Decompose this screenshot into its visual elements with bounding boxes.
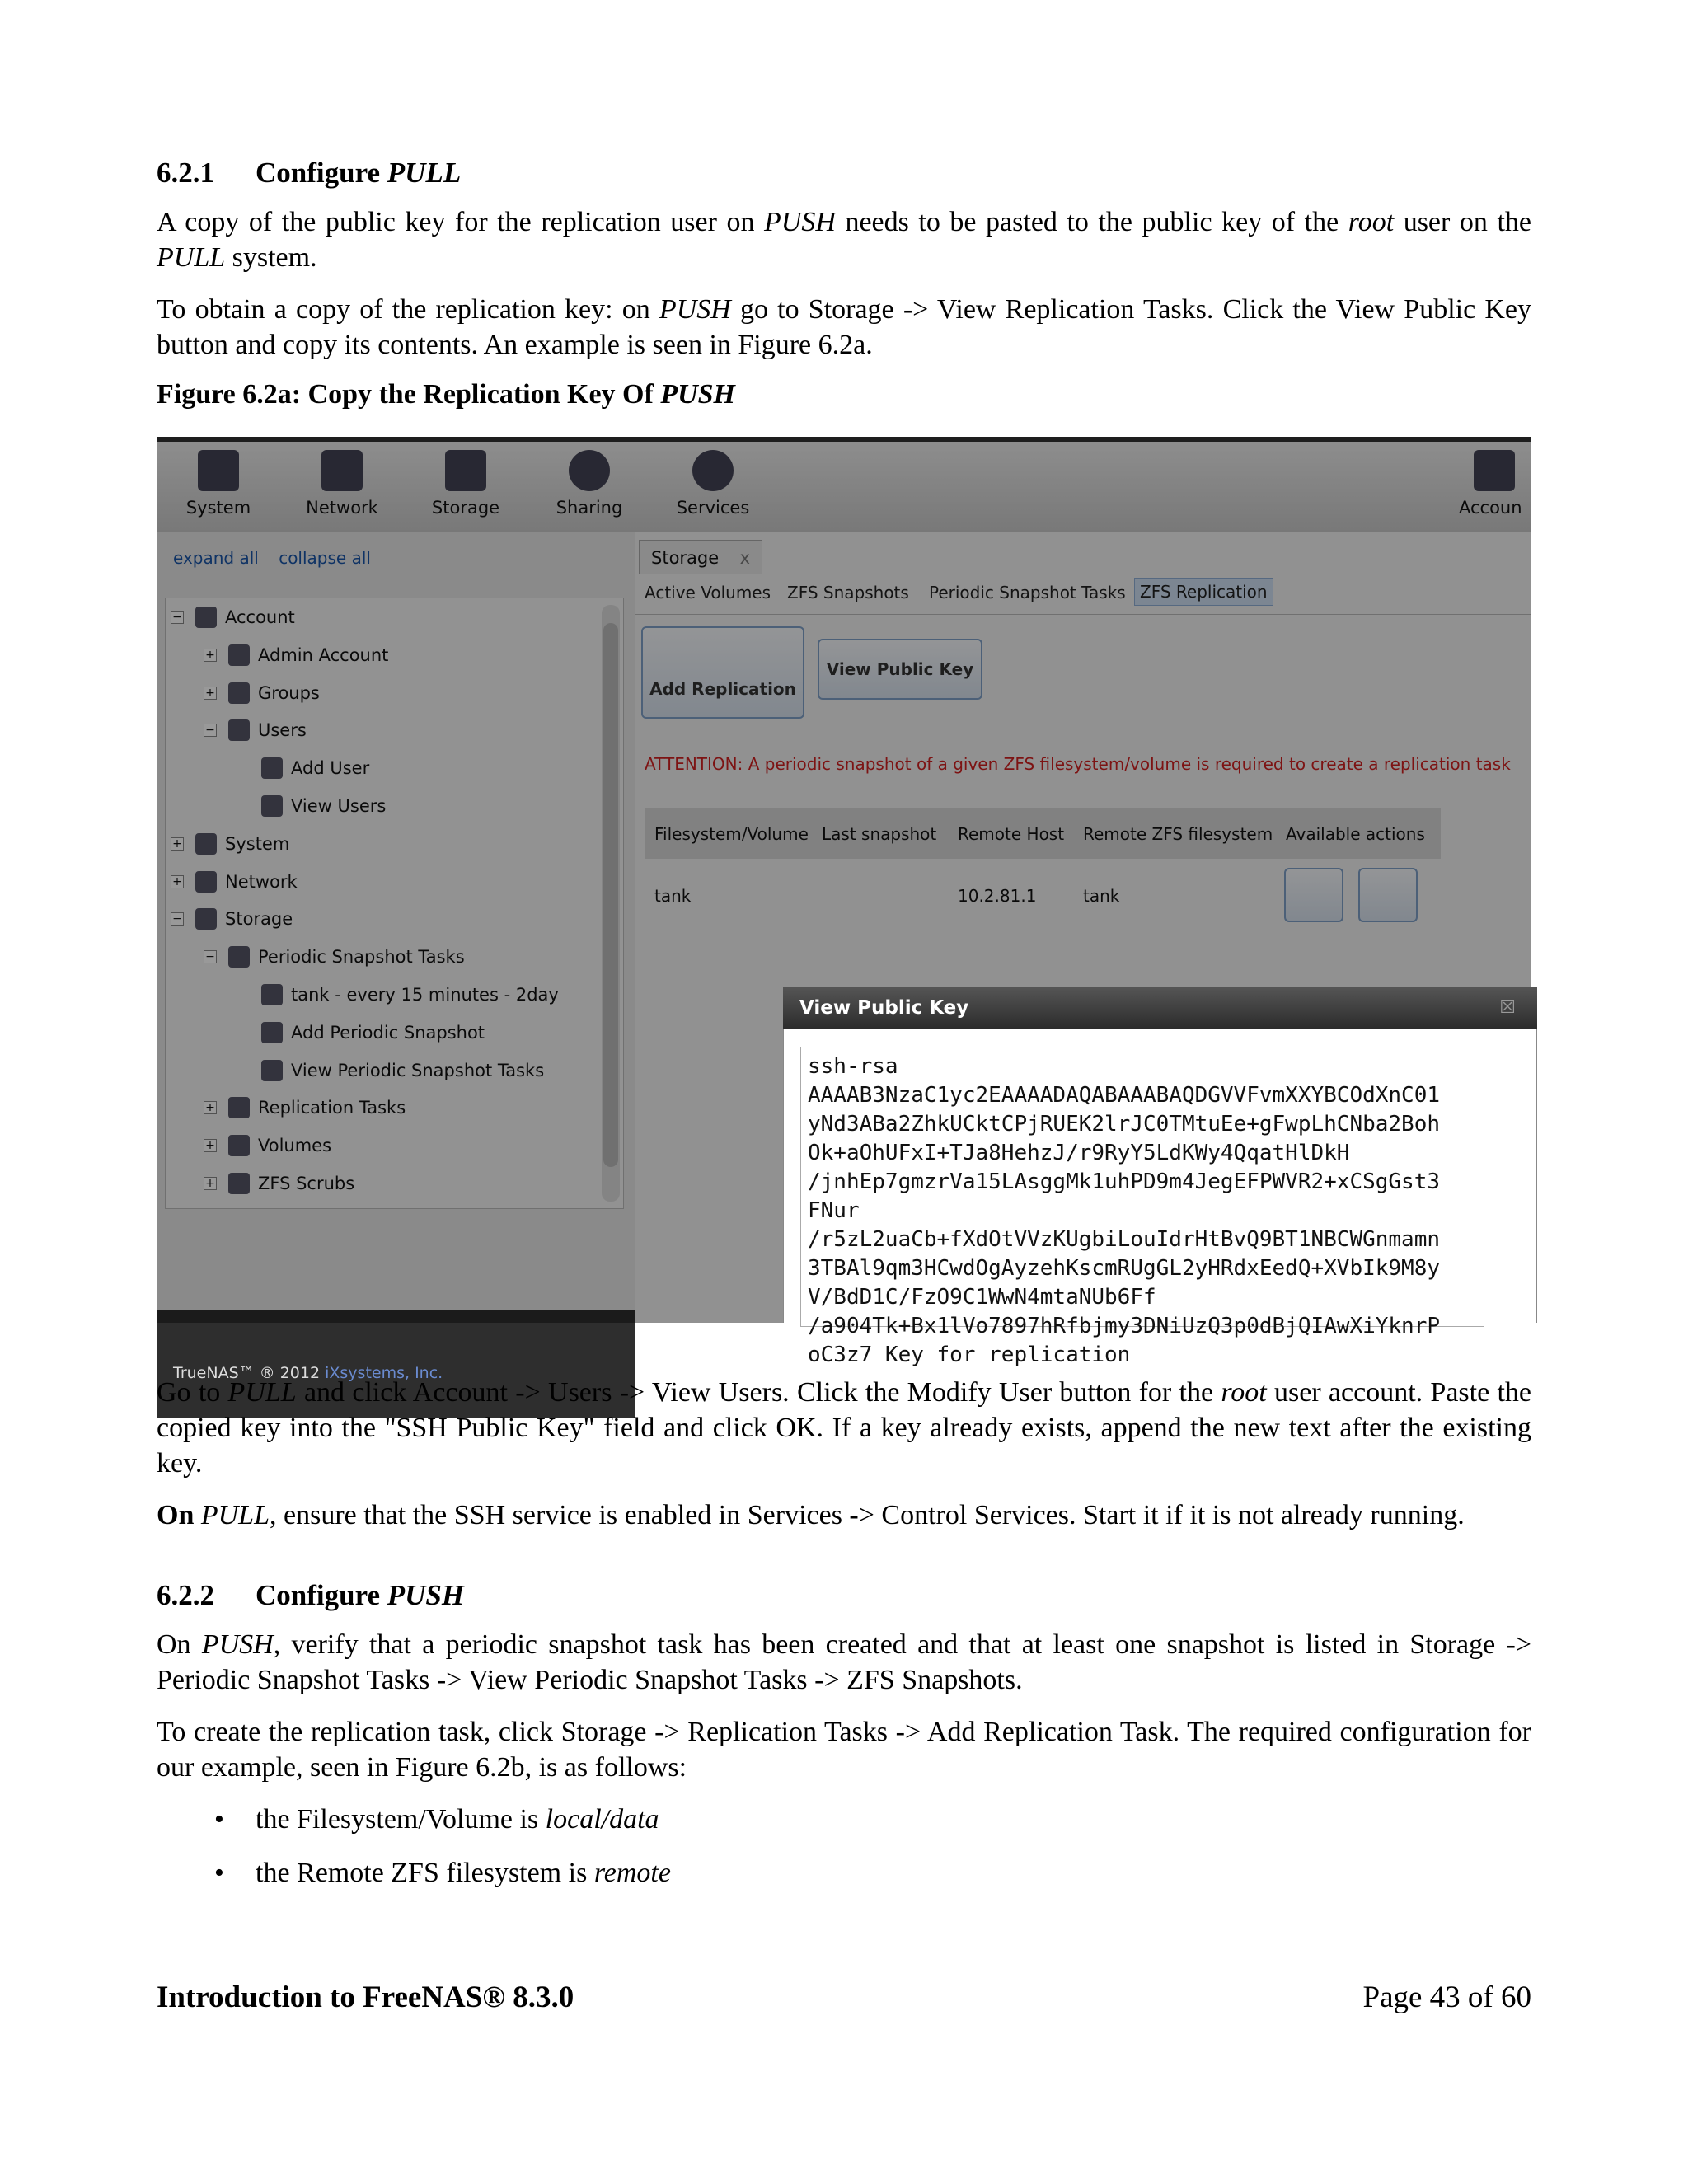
config-list bbox=[157, 1802, 1531, 1891]
tree-node-icon bbox=[228, 682, 250, 704]
expand-toggle-icon[interactable]: − bbox=[171, 912, 184, 926]
tree-node-icon bbox=[228, 1097, 250, 1118]
list-item: • the Filesystem/Volume is local/data bbox=[157, 1802, 1531, 1837]
storage-subtabs bbox=[635, 574, 1531, 615]
expand-toggle-icon[interactable]: − bbox=[204, 724, 217, 737]
tree-item-label: View Users bbox=[291, 796, 387, 816]
services-gear-icon bbox=[692, 450, 734, 491]
tree-item[interactable] bbox=[171, 832, 289, 856]
tree-item[interactable] bbox=[204, 681, 320, 705]
tree-item-label: Periodic Snapshot Tasks bbox=[258, 947, 465, 968]
tree-item[interactable] bbox=[237, 982, 559, 1007]
tree-node-icon bbox=[261, 795, 283, 817]
tree-scrollbar[interactable] bbox=[602, 605, 620, 1202]
footer: TrueNAS™ ® 2012 iXsystems, Inc. bbox=[157, 1310, 635, 1418]
expand-toggle-icon[interactable]: + bbox=[204, 1101, 217, 1114]
delete-replication-button[interactable] bbox=[1284, 868, 1343, 922]
toolbar-system-button[interactable]: System bbox=[173, 450, 264, 518]
tree-item-label: System bbox=[225, 833, 290, 854]
document-body bbox=[157, 157, 1531, 431]
tree-item[interactable] bbox=[204, 1133, 331, 1158]
section-heading-6-2-2: 6.2.2 Configure PUSH bbox=[157, 1579, 465, 1611]
tree-item[interactable] bbox=[171, 605, 295, 630]
expand-all-link[interactable]: expand all bbox=[173, 548, 259, 568]
view-public-key-button[interactable]: View Public Key bbox=[818, 639, 982, 700]
table-row: tank 10.2.81.1 tank bbox=[645, 861, 1441, 927]
tree-item-label: Admin Account bbox=[258, 644, 389, 665]
tree-links bbox=[173, 548, 386, 568]
tree-item[interactable] bbox=[204, 1095, 406, 1120]
tree-item[interactable] bbox=[204, 643, 388, 668]
tree-item[interactable] bbox=[171, 869, 298, 894]
navigation-tree bbox=[165, 598, 624, 1209]
tree-item-label: Account bbox=[225, 607, 295, 627]
close-dialog-icon[interactable]: ☒ bbox=[1499, 997, 1516, 1018]
toolbar-storage-button[interactable]: Storage bbox=[420, 450, 511, 518]
tree-item[interactable] bbox=[237, 1020, 485, 1045]
page-number: Page 43 of 60 bbox=[1362, 1980, 1531, 2014]
tree-node-icon bbox=[195, 833, 217, 855]
tree-item-label: Add Periodic Snapshot bbox=[291, 1022, 485, 1043]
tree-node-icon bbox=[228, 1173, 250, 1194]
tree-node-icon bbox=[261, 1060, 283, 1081]
expand-toggle-icon[interactable]: − bbox=[204, 950, 217, 963]
tree-item-label: ZFS Scrubs bbox=[258, 1174, 355, 1193]
add-replication-button[interactable]: Add Replication bbox=[641, 626, 804, 719]
tree-item[interactable] bbox=[204, 944, 465, 969]
figure-caption: Figure 6.2a: Copy the Replication Key Of PUSH bbox=[157, 379, 736, 410]
edit-replication-button[interactable] bbox=[1358, 868, 1418, 922]
paragraph-pull-users: Go to PULL and click Account -> Users -> View Users. Click the Modify User button for the root user account. Paste the copied key into the "SSH Public Key" field and click OK. If a key already exists, append the new text after the existing key. bbox=[157, 1377, 1531, 1479]
view-public-key-dialog: View Public Key ☒ ssh-rsa AAAAB3NzaC1yc2EAAAADAQABAAABAQDGVVFvmXXYBCOdXnC01 yNd3ABa2ZhkUCktCPjRUEK2lrJC0TMtuEe+gFwpLhCNba2Boh Ok+aOhUFxI+TJa8HehzJ/r9RyY5LdKWy4QqatHlDkH /jnhEp7gmzrVa15LAsggMk1uhPD9m4JegEFPWVR2+xCSgGst3 FNur /r5zL2uaCb+fXdOtVVzKUgbiLouIdrHtBvQ9BT1NBCWGnmamn 3TBAl9qm3HCwdOgAyzehKscmRUgGL2yHRdxEedQ+XVbIk9M8y V/BdD1C/FzO9C1WwN4mtaNUb6Ff /a904Tk+Bx1lVo7897hRfbjmy3DNiUzQ3p0dBjQIAwXiYknrP oC3z7 Key for replication bbox=[783, 987, 1537, 1323]
tree-item[interactable] bbox=[204, 1171, 354, 1196]
tree-item-label: Users bbox=[258, 720, 307, 741]
attention-message: ATTENTION: A periodic snapshot of a given ZFS filesystem/volume is required to create a replication task bbox=[645, 754, 1511, 774]
tree-item-label: Storage bbox=[225, 909, 293, 930]
public-key-textarea[interactable]: ssh-rsa AAAAB3NzaC1yc2EAAAADAQABAAABAQDGVVFvmXXYBCOdXnC01 yNd3ABa2ZhkUCktCPjRUEK2lrJC0TMtuEe+gFwpLhCNba2Boh Ok+aOhUFxI+TJa8HehzJ/r9RyY5LdKWy4QqatHlDkH /jnhEp7gmzrVa15LAsggMk1uhPD9m4JegEFPWVR2+xCSgGst3 FNur /r5zL2uaCb+fXdOtVVzKUgbiLouIdrHtBvQ9BT1NBCWGnmamn 3TBAl9qm3HCwdOgAyzehKscmRUgGL2yHRdxEedQ+XVbIk9M8y V/BdD1C/FzO9C1WwN4mtaNUb6Ff /a904Tk+Bx1lVo7897hRfbjmy3DNiUzQ3p0dBjQIAwXiYknrP oC3z7 Key for replication bbox=[800, 1047, 1484, 1327]
tree-item[interactable] bbox=[237, 756, 369, 780]
paragraph-create-task: To create the replication task, click Storage -> Replication Tasks -> Add Replication Task. The required configuration for our example, seen in Figure 6.2b, is as follows: bbox=[157, 1717, 1531, 1783]
tree-item[interactable] bbox=[237, 1058, 544, 1083]
tree-node-icon bbox=[261, 1022, 283, 1043]
tree-item[interactable] bbox=[171, 907, 293, 931]
expand-toggle-icon[interactable]: + bbox=[171, 837, 184, 851]
section-heading-6-2-1: 6.2.1 Configure PULL bbox=[157, 157, 462, 189]
toolbar bbox=[157, 437, 1531, 532]
tree-node-icon bbox=[228, 1135, 250, 1156]
tree-node-icon bbox=[228, 644, 250, 666]
toolbar-sharing-button[interactable]: Sharing bbox=[544, 450, 635, 518]
tree-item-label: Add User bbox=[291, 758, 370, 779]
tree-node-icon bbox=[195, 908, 217, 930]
account-icon bbox=[1474, 450, 1515, 491]
subtab-zfs-snapshots[interactable]: ZFS Snapshots bbox=[787, 583, 909, 602]
toolbar-account-button[interactable]: Accoun bbox=[1459, 450, 1531, 518]
collapse-all-link[interactable]: collapse all bbox=[279, 548, 371, 568]
tree-item-label: View Periodic Snapshot Tasks bbox=[291, 1060, 545, 1080]
expand-toggle-icon[interactable]: + bbox=[204, 1177, 217, 1190]
document-title: Introduction to FreeNAS® 8.3.0 bbox=[157, 1980, 574, 2014]
replication-table-header: Filesystem/Volume Last snapshot Remote Host Remote ZFS filesystem Available actions bbox=[645, 808, 1441, 859]
network-icon bbox=[321, 450, 363, 491]
expand-toggle-icon[interactable]: + bbox=[204, 649, 217, 662]
paragraph-ssh-service: On PULL, ensure that the SSH service is enabled in Services -> Control Services. Start it if it is not already running. bbox=[157, 1500, 1465, 1530]
tree-item-label: Replication Tasks bbox=[258, 1098, 406, 1118]
expand-toggle-icon[interactable]: + bbox=[171, 875, 184, 888]
tree-node-icon bbox=[228, 719, 250, 741]
paragraph-obtain-key: To obtain a copy of the replication key: on PUSH go to Storage -> View Replication Tasks. Click the View Public Key button and copy its contents. An example is seen in Figure 6.2a. bbox=[157, 294, 1531, 360]
list-item: • the Remote ZFS filesystem is remote bbox=[157, 1855, 1531, 1891]
tree-item-label: Volumes bbox=[258, 1136, 332, 1156]
subtab-active-volumes[interactable]: Active Volumes bbox=[645, 583, 771, 602]
expand-toggle-icon[interactable]: + bbox=[204, 687, 217, 700]
ixsystems-link[interactable]: iXsystems, Inc. bbox=[325, 1364, 443, 1382]
tree-node-icon bbox=[228, 946, 250, 968]
tree-item[interactable] bbox=[237, 794, 386, 818]
storage-icon bbox=[445, 450, 486, 491]
tree-item-label: Network bbox=[225, 871, 298, 892]
paragraph-public-key: A copy of the public key for the replication user on PUSH needs to be pasted to the public key of the root user on the PULL system. bbox=[157, 207, 1531, 273]
toolbar-network-button[interactable]: Network bbox=[297, 450, 387, 518]
navigation-panel bbox=[157, 532, 635, 1382]
tree-node-icon bbox=[261, 984, 283, 1005]
expand-toggle-icon[interactable]: + bbox=[204, 1139, 217, 1152]
subtab-zfs-replication[interactable]: ZFS Replication bbox=[1134, 578, 1273, 606]
tree-node-icon bbox=[195, 607, 217, 628]
sharing-icon bbox=[569, 450, 610, 491]
toolbar-services-button[interactable]: Services bbox=[668, 450, 758, 518]
tree-item[interactable] bbox=[204, 718, 307, 743]
document-body-continued bbox=[157, 1375, 1531, 1909]
tree-node-icon bbox=[261, 757, 283, 779]
tree-item-label: Groups bbox=[258, 682, 320, 703]
subtab-periodic-snapshot-tasks[interactable]: Periodic Snapshot Tasks bbox=[929, 583, 1126, 602]
paragraph-verify-snapshot: On PUSH, verify that a periodic snapshot task has been created and that at least one snapshot is listed in Storage -> Periodic Snapshot Tasks -> View Periodic Snapshot Tasks -> ZFS Snapshots. bbox=[157, 1629, 1531, 1695]
system-icon bbox=[198, 450, 239, 491]
tree-node-icon bbox=[195, 871, 217, 893]
close-tab-icon[interactable]: x bbox=[739, 548, 750, 568]
figure-screenshot bbox=[157, 437, 1531, 1382]
tab-storage[interactable]: Storage x bbox=[639, 540, 762, 574]
tree-item-label: tank - every 15 minutes - 2day bbox=[291, 985, 559, 1005]
expand-toggle-icon[interactable]: − bbox=[171, 611, 184, 624]
